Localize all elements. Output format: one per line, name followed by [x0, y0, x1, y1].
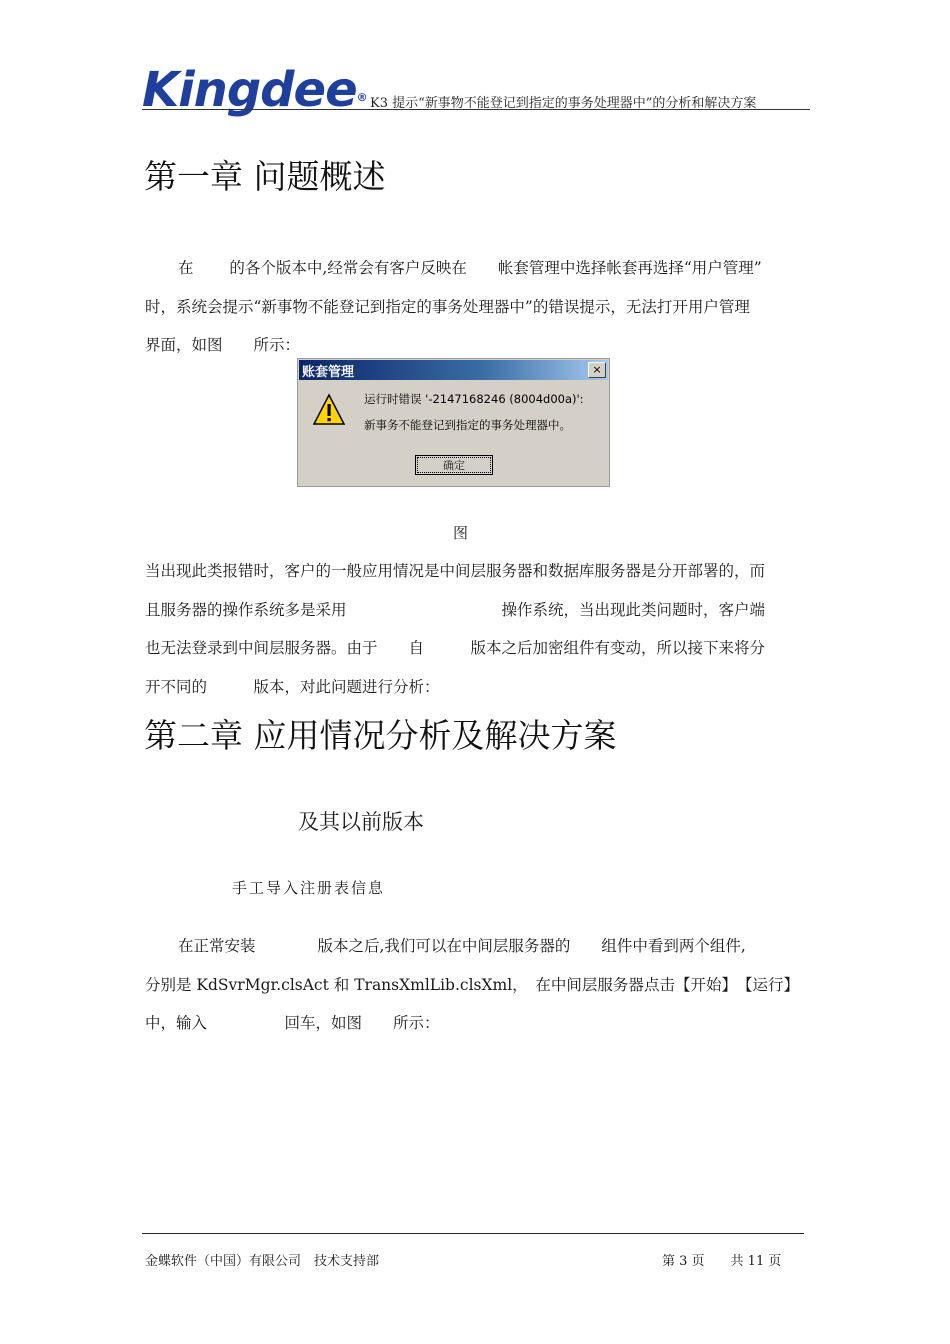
text-line: 时，系统会提示“新事物不能登记到指定的事务处理器中”的错误提示，无法打开用户管理 [145, 297, 750, 316]
dialog-error-code: 运行时错误 '-2147168246 (8004d00a)': [364, 392, 584, 406]
text-line: 在 的各个版本中,经常会有客户反映在 帐套管理中选择帐套再选择“用户管理” [178, 259, 762, 277]
chapter-2-paragraph [145, 927, 807, 1043]
error-dialog-screenshot [297, 358, 610, 487]
ok-button-label: 确定 [417, 457, 491, 473]
warning-icon [312, 393, 346, 427]
analysis-paragraph [145, 552, 807, 706]
text-line: 在正常安装 版本之后,我们可以在中间层服务器的 组件中看到两个组件, [178, 937, 746, 955]
header-divider [142, 109, 810, 110]
footer-page-number: 第 3 页 共 11 页 [662, 1254, 782, 1269]
dialog-error-message: 新事务不能登记到指定的事务处理器中。 [364, 418, 571, 432]
dialog-title-bar [299, 360, 608, 380]
text-line: 当出现此类报错时，客户的一般应用情况是中间层服务器和数据库服务器是分开部署的，而 [145, 562, 766, 580]
chapter-1-paragraph [145, 249, 807, 365]
text-line: 且服务器的操作系统多是采用 操作系统，当出现此类问题时，客户端 [145, 600, 766, 619]
chapter-1-title: 第一章 问题概述 [144, 157, 386, 196]
footer-company: 金蝶软件（中国）有限公司 技术支持部 [145, 1254, 380, 1269]
text-line: 开不同的 版本，对此问题进行分析： [145, 677, 440, 696]
document-header-title: K3 提示“新事物不能登记到指定的事务处理器中”的分析和解决方案 [370, 96, 757, 111]
kingdee-logo: Kingdee® [142, 62, 367, 118]
dialog-title: 账套管理 [302, 365, 355, 380]
chapter-2-title: 第二章 应用情况分析及解决方案 [144, 716, 617, 755]
footer-divider [142, 1233, 804, 1234]
section-heading: 及其以前版本 [298, 810, 424, 834]
ok-button[interactable] [415, 455, 493, 475]
close-icon[interactable]: × [588, 362, 606, 378]
text-line: 分别是 KdSvrMgr.clsAct 和 TransXmlLib.clsXml， 在中间层服务器点击【开始】 【运行】 [145, 975, 799, 994]
text-line: 也无法登录到中间层服务器。由于 自 版本之后加密组件有变动，所以接下来将分 [145, 639, 766, 657]
subsection-heading: 手工导入注册表信息 [232, 879, 386, 897]
text-line: 中，输入 回车，如图 所示： [145, 1014, 440, 1032]
figure-caption: 图 [453, 524, 469, 542]
text-line: 界面，如图 所示： [145, 336, 301, 354]
